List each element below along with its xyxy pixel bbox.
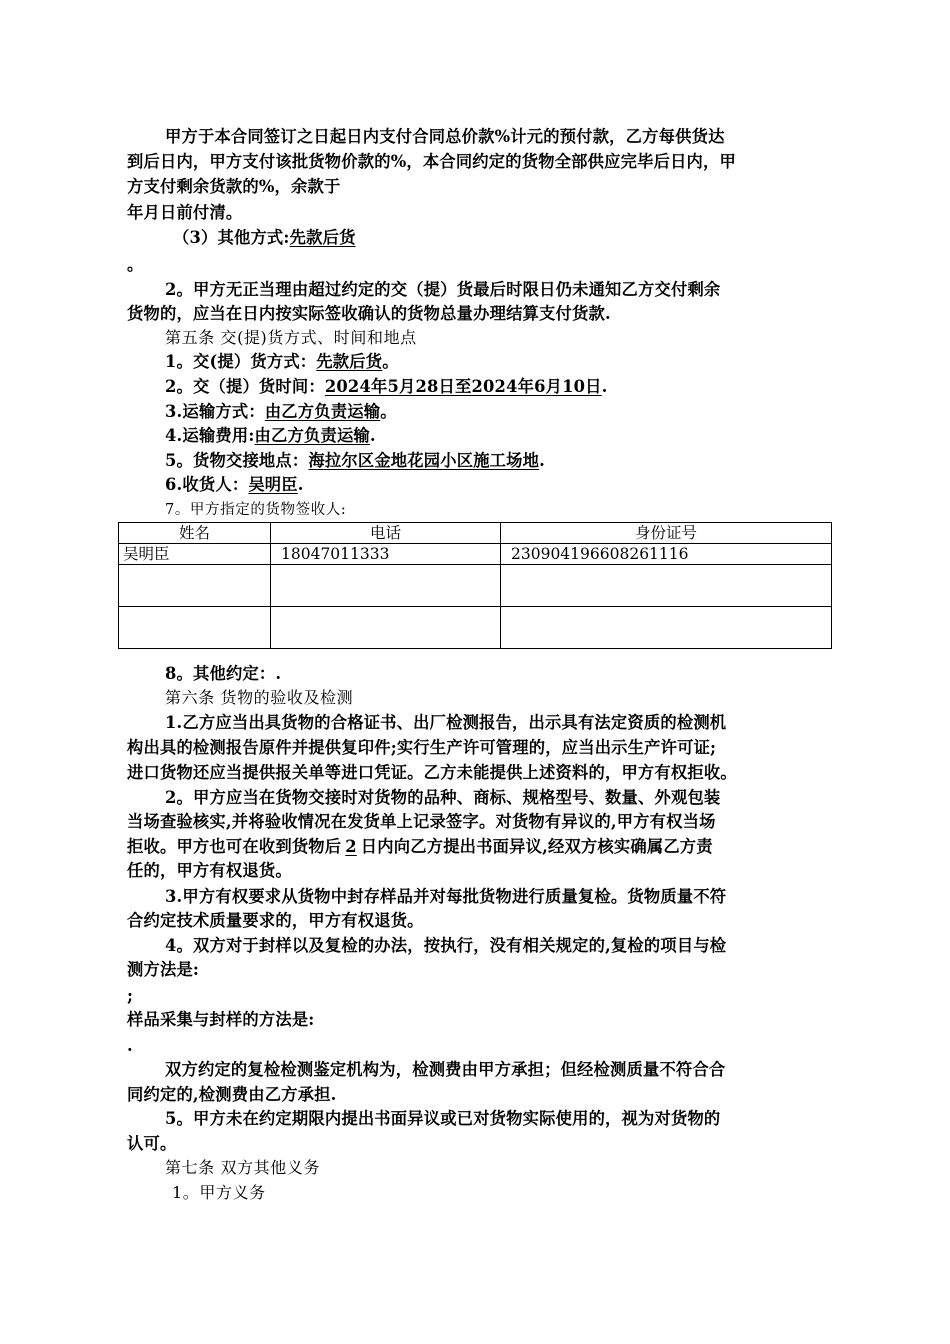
cell-name — [119, 607, 271, 649]
signee-caption: 7。甲方指定的货物签收人: — [165, 502, 347, 518]
inspection-4-line-2: 测方法是: — [127, 960, 200, 979]
payment-line-3: 方支付剩余货款的%，余款于 — [127, 177, 341, 196]
delivery-method: 1。交(提）货方式：先款后货。 — [165, 352, 399, 371]
consignee: 6.收货人：吴明臣. — [165, 475, 304, 494]
header-name: 姓名 — [119, 523, 271, 544]
other-agreement: 8。其他约定：. — [165, 664, 282, 683]
cell-id-number: 230904196608261116 — [501, 544, 832, 565]
table-row — [119, 565, 832, 607]
signee-table — [118, 522, 832, 649]
article-6-heading: 第六条 货物的验收及检测 — [165, 688, 354, 707]
sampling-method: 样品采集与封样的方法是: — [127, 1010, 315, 1029]
objection-days: 2 — [345, 837, 357, 856]
cell-phone — [271, 607, 501, 649]
inspection-2-line-4: 任的，甲方有权退货。 — [127, 861, 292, 880]
cell-phone — [271, 565, 501, 607]
table-row — [119, 544, 832, 565]
header-phone: 电话 — [271, 523, 501, 544]
payment-line-1: 甲方于本合同签订之日起日内支付合同总价款%计元的预付款，乙方每供货达 — [165, 127, 725, 146]
inspection-1-line-1: 1.乙方应当出具货物的合格证书、出厂检测报告，出示具有法定资质的检测机 — [165, 713, 727, 732]
transport-method: 3.运输方式：由乙方负责运输。 — [165, 402, 397, 421]
inspection-1-line-2: 构出具的检测报告原件并提供复印件;实行生产许可管理的，应当出示生产许可证; — [127, 738, 717, 757]
header-id-number: 身份证号 — [501, 523, 832, 544]
party-a-obligations: 1。甲方义务 — [172, 1183, 266, 1202]
payment-line-2: 到后日内，甲方支付该批货物价款的%，本合同约定的货物全部供应完毕后日内，甲 — [127, 152, 736, 171]
semicolon-line: ; — [127, 986, 134, 1005]
inspection-2-line-1: 2。甲方应当在货物交接时对货物的品种、商标、规格型号、数量、外观包装 — [165, 788, 721, 807]
inspection-1-line-3: 进口货物还应当提供报关单等进口凭证。乙方未能提供上述资料的，甲方有权拒收。 — [127, 763, 737, 782]
payment-line-4: 年月日前付清。 — [127, 203, 243, 222]
cell-name: 吴明臣 — [119, 544, 271, 565]
delivery-time: 2。交（提）货时间：2024年5月28日至2024年6月10日. — [165, 377, 608, 396]
other-method-label: （3）其他方式: — [173, 228, 290, 247]
other-method-value: 先款后货 — [289, 228, 356, 247]
cell-id-number — [501, 565, 832, 607]
transport-cost: 4.运输费用:由乙方负责运输. — [165, 426, 376, 445]
cell-name — [119, 565, 271, 607]
inspection-5-line-2: 认可。 — [127, 1134, 177, 1153]
inspection-4-line-1: 4。双方对于封样以及复检的办法，按执行，没有相关规定的,复检的项目与检 — [165, 936, 727, 955]
clause-2-line-1: 2。甲方无正当理由超过约定的交（提）货最后时限日仍未通知乙方交付剩余 — [165, 280, 721, 299]
cell-id-number — [501, 607, 832, 649]
other-method-line — [173, 226, 356, 250]
article-5-heading: 第五条 交(提)货方式、时间和地点 — [165, 328, 417, 347]
inspection-3-line-1: 3.甲方有权要求从货物中封存样品并对每批货物进行质量复检。货物质量不符 — [165, 887, 727, 906]
inspection-3-line-2: 合约定技术质量要求的，甲方有权退货。 — [127, 911, 424, 930]
period-line: . — [127, 1036, 133, 1055]
clause-2-line-2: 货物的，应当在日内按实际签收确认的货物总量办理结算支付货款. — [127, 304, 611, 323]
cell-phone: 18047011333 — [271, 544, 501, 565]
table-header-row — [119, 523, 832, 544]
agency-line-2: 同约定的,检测费由乙方承担. — [127, 1085, 337, 1104]
table-row — [119, 607, 832, 649]
agency-line-1: 双方约定的复检检测鉴定机构为，检测费由甲方承担；但经检测质量不符合合 — [165, 1060, 726, 1079]
stray-dot: 。 — [127, 255, 144, 274]
inspection-2-line-2: 当场查验核实,并将验收情况在发货单上记录签字。对货物有异议的,甲方有权当场 — [127, 812, 716, 831]
article-7-heading: 第七条 双方其他义务 — [165, 1158, 321, 1177]
inspection-2-line-3: 拒收。甲方也可在收到货物后 2 日内向乙方提出书面异议,经双方核实确属乙方责 — [127, 837, 713, 856]
handover-location: 5。货物交接地点：海拉尔区金地花园小区施工场地. — [165, 451, 546, 470]
inspection-5-line-1: 5。甲方未在约定期限内提出书面异议或已对货物实际使用的，视为对货物的 — [165, 1109, 721, 1128]
